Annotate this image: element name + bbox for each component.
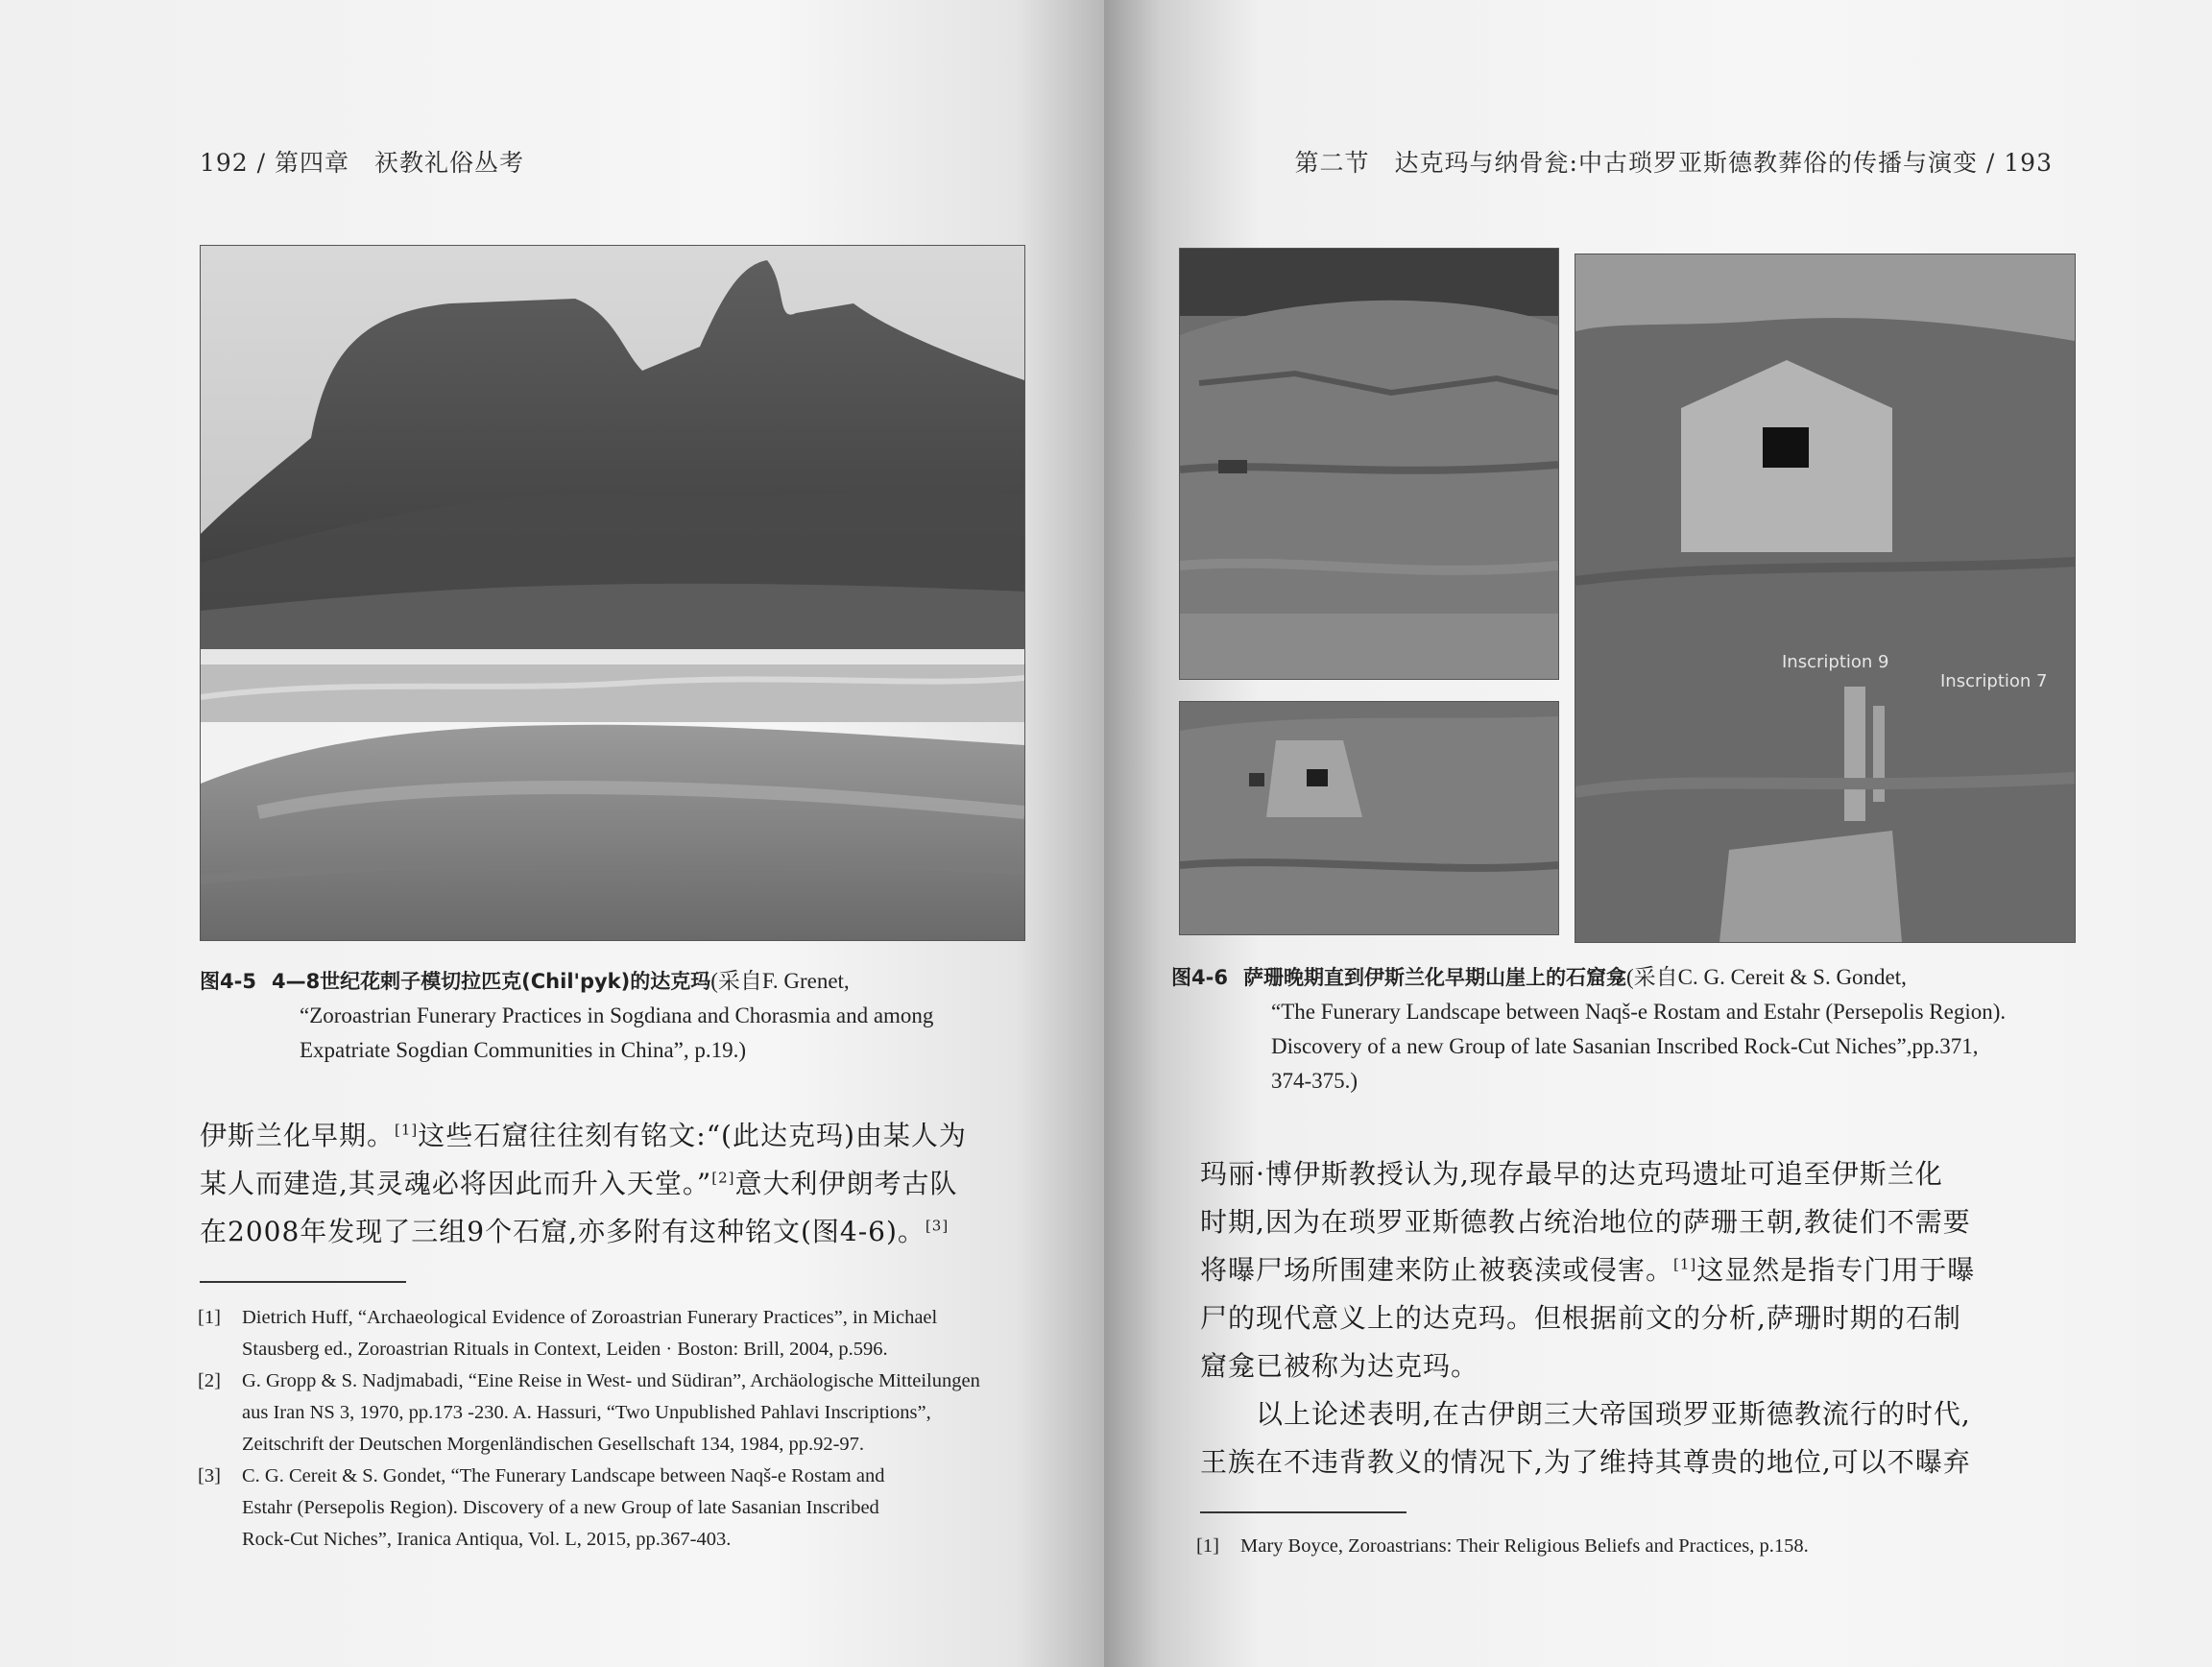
footnote-ref[interactable]: [1] bbox=[1673, 1255, 1697, 1273]
footnote-rule bbox=[1200, 1511, 1407, 1513]
figure-source-line: “Zoroastrian Funerary Practices in Sogdiana and Chorasmia and among bbox=[300, 1003, 934, 1027]
body-line: 在2008年发现了三组9个石窟,亦多附有这种铭文(图4-6)。[3] bbox=[200, 1216, 950, 1247]
figure-source-line: “The Funerary Landscape between Naqš-e Rostam and Estahr (Persepolis Region). bbox=[1271, 1000, 2007, 1024]
left-page bbox=[0, 0, 1104, 1667]
right-page bbox=[1104, 0, 2212, 1667]
footnote: [1] Dietrich Huff, “Archaeological Evidence of Zoroastrian Funerary Practices”, in Michael Stausberg ed., Zoroastrian Rituals in Context, Leiden · Boston: Brill, 2004, p.596. bbox=[198, 1302, 1027, 1365]
figure-4-6-photo-top-left bbox=[1179, 248, 1559, 680]
figure-source-line: Expatriate Sogdian Communities in China”, p.19.) bbox=[300, 1038, 747, 1062]
running-head-left: 192 / 第四章 祆教礼俗丛考 bbox=[200, 149, 525, 177]
body-line: 将曝尸场所围建来防止被亵渎或侵害。[1]这显然是指专门用于曝 bbox=[1200, 1254, 1976, 1286]
niche-image bbox=[1180, 702, 1558, 934]
footnote-number: [3] bbox=[198, 1465, 221, 1486]
inscription-7-label: Inscription 7 bbox=[1940, 671, 2048, 691]
figure-4-5-image bbox=[201, 246, 1024, 940]
figure-4-6-caption bbox=[1171, 960, 2170, 1099]
footnote-number: [1] bbox=[1196, 1535, 1219, 1557]
figure-4-6-photo-right bbox=[1575, 254, 2076, 943]
body-line: 玛丽·博伊斯教授认为,现存最早的达克玛遗址可追至伊斯兰化 bbox=[1200, 1158, 1943, 1190]
footnotes-left bbox=[198, 1302, 1027, 1556]
running-head-right: 第二节 达克玛与纳骨瓮:中古琐罗亚斯德教葬俗的传播与演变 / 193 bbox=[1294, 149, 2053, 177]
footnotes-right bbox=[1196, 1531, 2118, 1562]
body-text-left bbox=[200, 1112, 1035, 1256]
footnote-rule bbox=[200, 1281, 406, 1283]
body-line: 以上论述表明,在古伊朗三大帝国琐罗亚斯德教流行的时代, bbox=[1200, 1398, 1971, 1430]
footnote-ref[interactable]: [2] bbox=[711, 1169, 735, 1187]
body-line: 王族在不违背教义的情况下,为了维持其尊贵的地位,可以不曝弃 bbox=[1200, 1446, 1971, 1478]
footnote-number: [2] bbox=[198, 1370, 221, 1391]
body-line: 时期,因为在琐罗亚斯德教占统治地位的萨珊王朝,教徒们不需要 bbox=[1200, 1206, 1971, 1238]
figure-source: (采自C. G. Cereit & S. Gondet, bbox=[1625, 965, 1907, 989]
figure-4-5-photo bbox=[200, 245, 1025, 941]
body-line: 尸的现代意义上的达克玛。但根据前文的分析,萨珊时期的石制 bbox=[1200, 1302, 1961, 1334]
body-line: 伊斯兰化早期。[1]这些石窟往往刻有铭文:“(此达克玛)由某人为 bbox=[200, 1120, 967, 1151]
body-line: 窟龛已被称为达克玛。 bbox=[1200, 1350, 1479, 1382]
inscription-9-label: Inscription 9 bbox=[1782, 652, 1889, 672]
figure-source-line: Discovery of a new Group of late Sasanian Inscribed Rock-Cut Niches”,pp.371, bbox=[1271, 1034, 1979, 1058]
footnote-number: [1] bbox=[198, 1307, 221, 1328]
footnote: [1] Mary Boyce, Zoroastrians: Their Religious Beliefs and Practices, p.158. bbox=[1196, 1531, 2118, 1562]
figure-title: 萨珊晚期直到伊斯兰化早期山崖上的石窟龛 bbox=[1242, 966, 1626, 989]
figure-4-5-caption bbox=[200, 964, 1027, 1068]
figure-4-6-photo-bottom-left bbox=[1179, 701, 1559, 935]
footnote: [2] G. Gropp & S. Nadjmabadi, “Eine Reise in West- und Südiran”, Archäologische Mitteilungen aus Iran NS 3, 1970, pp.173 -230. A. Hassuri, “Two Unpublished Pahlavi Inscriptions”, Zeitschrift der Deutschen Morgenländischen Gesellschaft 134, 1984, pp.92-97. bbox=[198, 1365, 1027, 1461]
figure-source-line: 374-375.) bbox=[1271, 1069, 1358, 1093]
body-text-right bbox=[1200, 1150, 2122, 1486]
figure-source: (采自F. Grenet, bbox=[710, 969, 850, 993]
body-line: 某人而建造,其灵魂必将因此而升入天堂。”[2]意大利伊朗考古队 bbox=[200, 1168, 958, 1199]
inscription-image bbox=[1575, 254, 2075, 942]
figure-number: 图4-5 bbox=[200, 970, 256, 993]
footnote-ref[interactable]: [3] bbox=[925, 1217, 950, 1235]
footnote-ref[interactable]: [1] bbox=[395, 1121, 419, 1139]
figure-number: 图4-6 bbox=[1171, 966, 1228, 989]
cliff-image bbox=[1180, 249, 1558, 679]
figure-title: 4—8世纪花剌子模切拉匹克(Chil'pyk)的达克玛 bbox=[271, 970, 711, 993]
footnote: [3] C. G. Cereit & S. Gondet, “The Funerary Landscape between Naqš-e Rostam and Estahr (Persepolis Region). Discovery of a new Group of late Sasanian Inscribed Rock-Cut Niches”, Iranica Antiqua, Vol. L, 2015, pp.367-403. bbox=[198, 1461, 1027, 1556]
